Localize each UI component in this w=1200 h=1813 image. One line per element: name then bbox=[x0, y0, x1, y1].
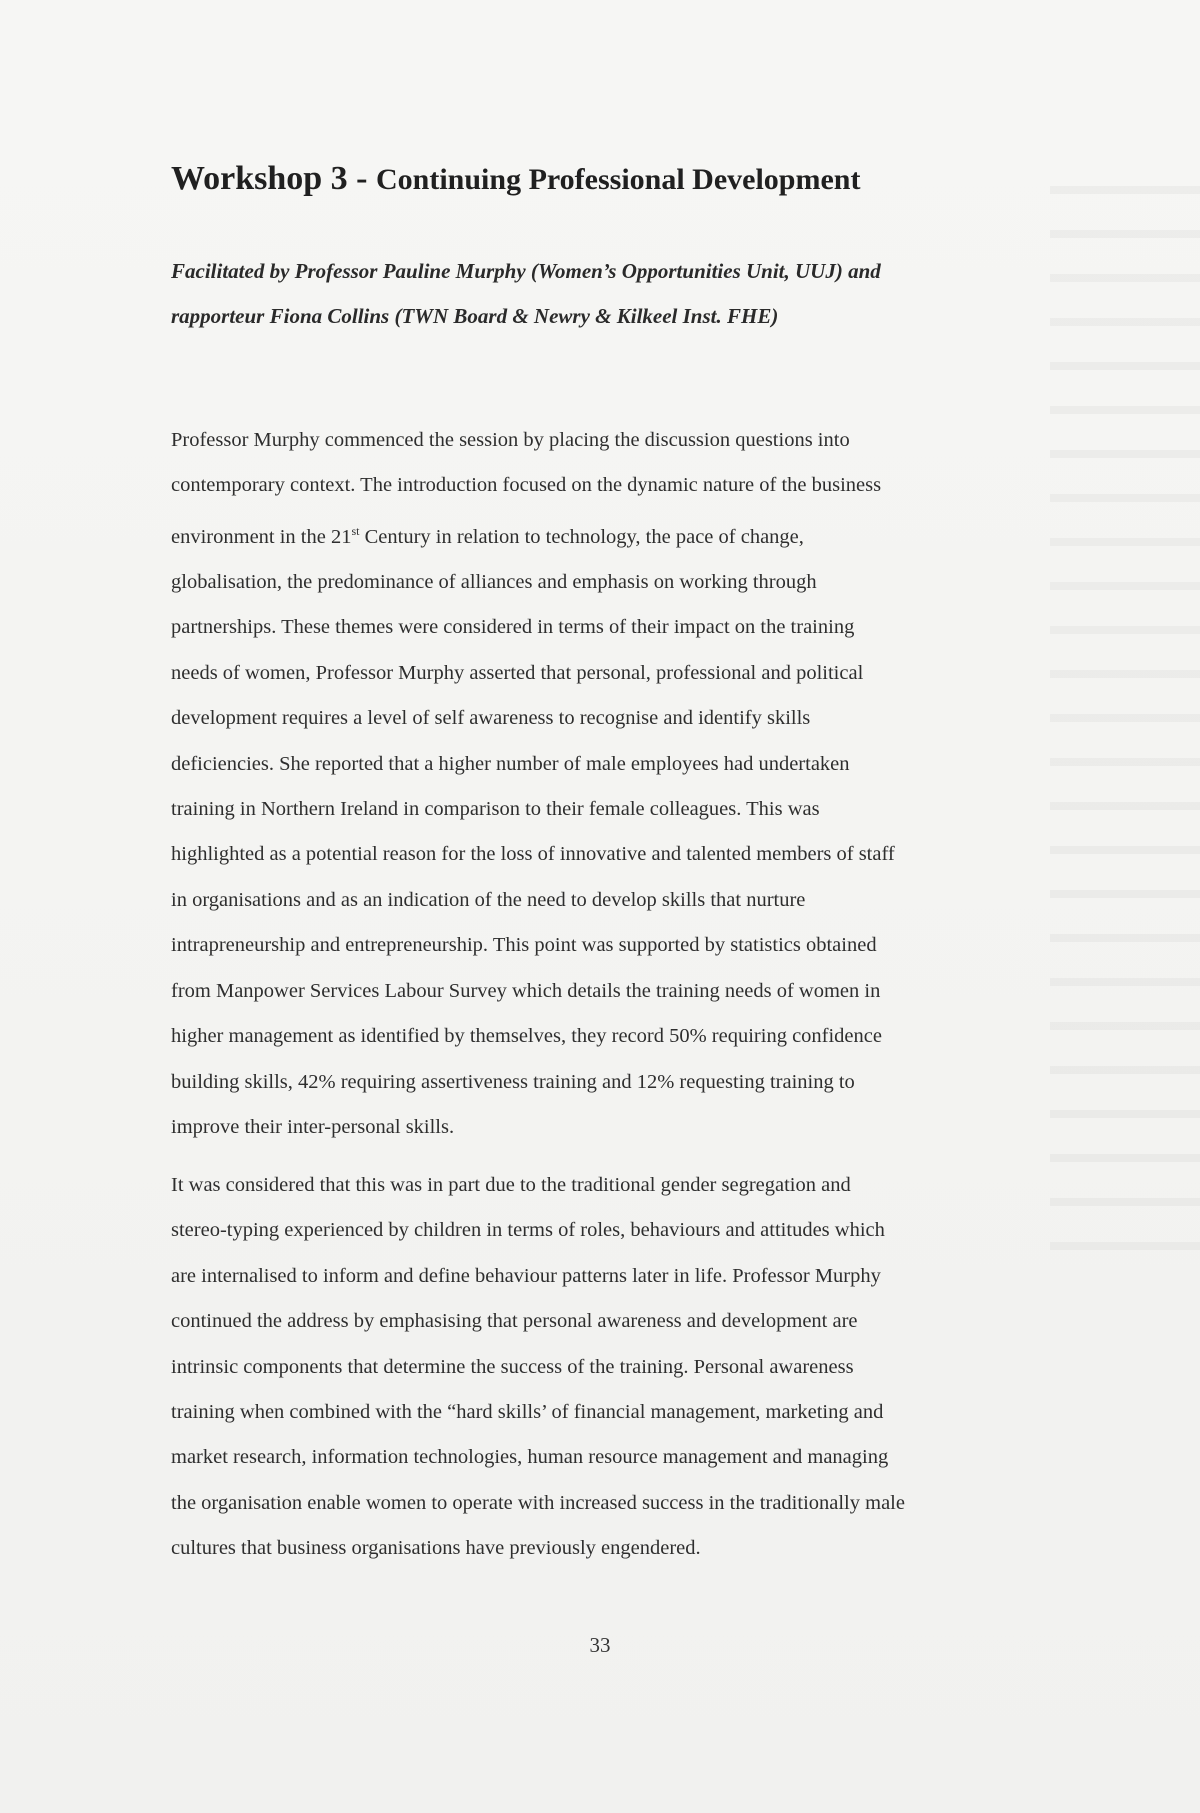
heading-main: Workshop 3 - bbox=[171, 160, 376, 197]
text-line: continued the address by emphasising that personal awareness and development are bbox=[171, 1310, 858, 1333]
text-line: higher management as identified by themselves, they record 50% requiring confidence bbox=[171, 1025, 882, 1048]
superscript-st: st bbox=[351, 523, 360, 538]
facilitators-line-1: Facilitated by Professor Pauline Murphy (Women’s Opportunities Unit, UUJ) and bbox=[171, 259, 881, 283]
text-line: intrapreneurship and entrepreneurship. This point was supported by statistics obtained bbox=[171, 934, 877, 957]
text-line: building skills, 42% requiring assertiveness training and 12% requesting training to bbox=[171, 1070, 855, 1093]
text-line: highlighted as a potential reason for the loss of innovative and talented members of staff bbox=[171, 843, 895, 866]
workshop-heading bbox=[171, 160, 860, 198]
text-line: training when combined with the “hard skills’ of financial management, marketing and bbox=[171, 1401, 884, 1424]
text-line: improve their inter-personal skills. bbox=[171, 1115, 455, 1138]
text-line: intrinsic components that determine the success of the training. Personal awareness bbox=[171, 1355, 854, 1378]
text-line: It was considered that this was in part due to the traditional gender segregation and bbox=[171, 1174, 851, 1196]
facilitators-note bbox=[171, 249, 1091, 339]
text-line: market research, information technologies, human resource management and managing bbox=[171, 1446, 889, 1469]
text-line: development requires a level of self awareness to recognise and identify skills bbox=[171, 707, 811, 730]
text-line-with-superscript bbox=[171, 509, 1101, 560]
text-line-rest: Century in relation to technology, the pace of change, bbox=[359, 525, 804, 548]
text-line-start: environment in the 21 bbox=[171, 525, 352, 548]
text-line: Professor Murphy commenced the session by placing the discussion questions into bbox=[171, 429, 850, 451]
text-line: the organisation enable women to operate with increased success in the traditionally male bbox=[171, 1491, 905, 1514]
text-line: needs of women, Professor Murphy asserted that personal, professional and political bbox=[171, 661, 864, 684]
text-line: stereo-typing experienced by children in terms of roles, behaviours and attitudes which bbox=[171, 1219, 885, 1242]
text-line: partnerships. These themes were considered in terms of their impact on the training bbox=[171, 616, 855, 639]
text-line: cultures that business organisations have previously engendered. bbox=[171, 1537, 701, 1560]
text-line: contemporary context. The introduction focused on the dynamic nature of the business bbox=[171, 474, 882, 497]
text-line: in organisations and as an indication of the need to develop skills that nurture bbox=[171, 888, 806, 911]
paragraph-1 bbox=[171, 418, 1101, 1150]
heading-subtitle: Continuing Professional Development bbox=[376, 163, 861, 196]
text-line: from Manpower Services Labour Survey which details the training needs of women in bbox=[171, 979, 881, 1002]
facilitators-line-2: rapporteur Fiona Collins (TWN Board & Newry & Kilkeel Inst. FHE) bbox=[171, 304, 779, 328]
text-line: deficiencies. She reported that a higher number of male employees had undertaken bbox=[171, 752, 850, 775]
text-line: training in Northern Ireland in comparison to their female colleagues. This was bbox=[171, 798, 820, 821]
page-number: 33 bbox=[589, 1633, 611, 1657]
paragraph-2 bbox=[171, 1163, 1101, 1572]
text-line: are internalised to inform and define behaviour patterns later in life. Professor Murphy bbox=[171, 1264, 881, 1287]
text-line: globalisation, the predominance of alliances and emphasis on working through bbox=[171, 571, 817, 594]
